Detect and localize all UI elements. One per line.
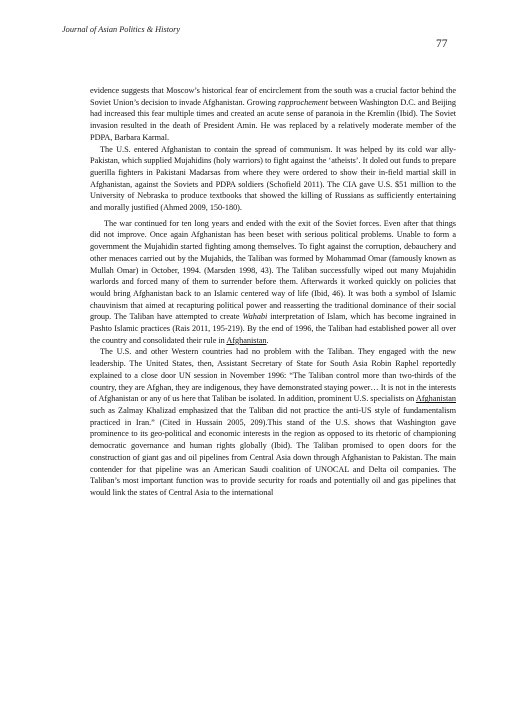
- body-text: [90, 85, 456, 499]
- paragraph-1: evidence suggests that Moscow’s historical fear of encirclement from the south was a crucial factor behind the Soviet Union’s decision to invade Afghanistan. Growing rapprochement between Washington D.C. and Beijing had increased this fear multiple times and created an acute sense of paranoia in the Kremlin (Ibid). The Soviet invasion resulted in the death of President Amin. He was replaced by a relatively moderate member of the PDPA, Barbara Karmal.: [90, 86, 456, 142]
- journal-title: Journal of Asian Politics & History: [62, 25, 181, 34]
- emphasis-wahabi: Wahabi: [242, 312, 268, 322]
- underlined-afghanistan-2: Afghanistan: [415, 394, 456, 404]
- paragraph-3: The war continued for ten long years and ended with the exit of the Soviet forces. Even after that things did not improve. Once again Afghanistan has been beset with serious political problems. Unable to form a government the Mujahidin started fighting among themselves. To fight against the corruption, debauchery and other menaces carried out by the Mujahids, the Taliban was formed by Mohammad Omar (famously known as Mullah Omar) in October, 1994. (Marsden 1998, 43). The Taliban successfully wiped out many Mujahidin warlords and forced many of them to surrender before them. Afterwards it worked quickly on policies that would bring Afghanistan back to an Islamic centered way of life (Ibid, 46). It was both a symbol of Islamic chauvinism that aimed at recapturing political power and reasserting the traditional dominance of their social group. The Taliban have attempted to create Wahabi interpretation of Islam, which has become ingrained in Pashto Islamic practices (Rais 2011, 195-219). By the end of 1996, the Taliban had established power all over the country and consolidated their rule in Afghanistan.: [90, 218, 456, 345]
- page-number: 77: [436, 38, 448, 50]
- emphasis-rapprochement: rapprochement: [278, 97, 328, 107]
- paragraph-2: The U.S. entered Afghanistan to contain the spread of communism. It was helped by its cold war ally-Pakistan, which supplied Mujahidins (holy warriors) to fight against the ‘atheists’. It doled out funds to prepare guerilla fighters in Pakistani Madarsas from where they were ordered to show their in-field martial skill in Afghanistan, against the Soviets and PDPA soldiers (Schofield 2011). The CIA gave U.S. $51 million to the University of Nebraska to produce textbooks that showed the killing of Russians as sufficiently entertaining and morally justified (Ahmed 2009, 150-180).: [90, 144, 456, 213]
- underlined-afghanistan: Afghanistan: [226, 335, 267, 345]
- paragraph-4: The U.S. and other Western countries had no problem with the Taliban. They engaged with the new leadership. The United States, then, Assistant Secretary of State for South Asia Robin Raphel reportedly explained to a close door UN session in November 1996: “The Taliban control more than two-thirds of the country, they are Afghan, they are indigenous, they have demonstrated staying power… It is not in the interests of Afghanistan or any of us here that Taliban be isolated. In addition, prominent U.S. specialists on Afghanistan such as Zalmay Khalizad emphasized that the Taliban did not practice the anti-US style of fundamentalism practiced in Iran.” (Cited in Hussain 2005, 209).This stand of the U.S. shows that Washington gave prominence to its geo-political and economic interests in the region as opposed to its rhetoric of championing democratic governance and human rights globally (Ibid). The Taliban promised to open doors for the construction of giant gas and oil pipelines from Central Asia down through Afghanistan to Pakistan. The main contender for that pipeline was an American Saudi coalition of UNOCAL and Delta oil companies. The Taliban’s most important function was to provide security for roads and potentially oil and gas pipelines that would link the states of Central Asia to the international: [90, 347, 456, 497]
